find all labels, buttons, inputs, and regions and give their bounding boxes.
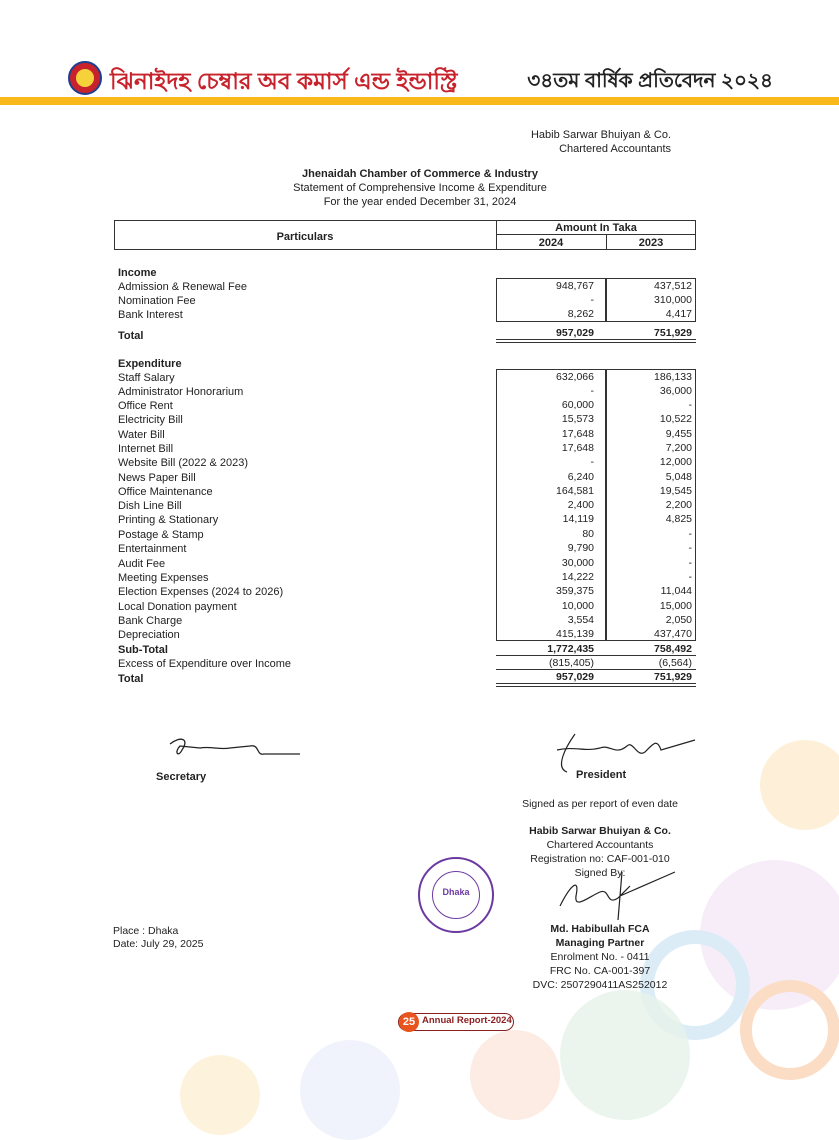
expenditure-heading: Expenditure [118, 358, 182, 370]
subtotal-2023: 758,492 [654, 643, 692, 655]
table-row-label: Water Bill [118, 429, 165, 441]
table-row-label: Election Expenses (2024 to 2026) [118, 586, 284, 598]
decor-circle [470, 1030, 560, 1120]
partner-title: Managing Partner [555, 937, 645, 949]
signed-note: Signed as per report of even date [522, 798, 678, 810]
decor-circle [300, 1040, 400, 1140]
page-footer-label: Annual Report-2024 [422, 1015, 512, 1026]
audit-firm: Habib Sarwar Bhuiyan & Co. [529, 825, 671, 837]
logo-emblem-icon [76, 69, 94, 87]
table-row-label: Electricity Bill [118, 414, 183, 426]
table-cell: 17,648 [561, 442, 594, 454]
header-rule [0, 97, 839, 105]
table-cell: 186,133 [654, 371, 692, 383]
table-cell: 359,375 [556, 585, 594, 597]
page-number: 25 [399, 1012, 419, 1032]
table-cell: 7,200 [665, 442, 692, 454]
auditor-signature [550, 866, 680, 922]
table-row-label: Local Donation payment [118, 601, 237, 613]
table-cell: 17,648 [561, 428, 594, 440]
auditor-firm: Habib Sarwar Bhuiyan & Co. [530, 129, 671, 141]
stamp-center-text: Dhaka [442, 887, 470, 897]
excess-label: Excess of Expenditure over Income [118, 658, 292, 670]
expenditure-total-2023: 751,929 [654, 671, 692, 683]
president-label: President [576, 769, 627, 781]
excess-2023: (6,564) [658, 657, 692, 669]
table-cell: 2,200 [665, 499, 692, 511]
table-row-label: Postage & Stamp [118, 529, 204, 541]
table-cell: 8,262 [567, 308, 594, 320]
date: Date: July 29, 2025 [113, 938, 204, 950]
column-year-2024: 2024 [538, 237, 564, 249]
table-cell: 36,000 [659, 385, 692, 397]
table-cell: 15,000 [659, 600, 692, 612]
decor-circle [740, 980, 839, 1080]
report-title: ৩৪তম বার্ষিক প্রতিবেদন ২০২৪ [527, 70, 773, 92]
total-rule [496, 683, 696, 684]
total-rule [496, 339, 696, 340]
table-cell: - [688, 399, 692, 411]
table-cell: 3,554 [567, 614, 594, 626]
table-row-label: Meeting Expenses [118, 572, 209, 584]
table-cell: 19,545 [659, 485, 692, 497]
expenditure-total-label: Total [118, 673, 144, 685]
table-cell: 948,767 [556, 280, 594, 292]
partner-dvc: DVC: 2507290411AS252012 [532, 979, 668, 991]
total-rule [496, 342, 696, 343]
table-cell: - [590, 385, 594, 397]
table-cell: - [688, 528, 692, 540]
table-row-label: Printing & Stationary [118, 514, 219, 526]
table-cell: 15,573 [561, 413, 594, 425]
expenditure-total-2024: 957,029 [556, 671, 594, 683]
table-row-label: Admission & Renewal Fee [118, 281, 248, 293]
table-cell: 14,222 [561, 571, 594, 583]
table-cell: 9,455 [665, 428, 692, 440]
column-amount: Amount In Taka [555, 222, 637, 234]
table-cell: 632,066 [556, 371, 594, 383]
table-cell: - [590, 294, 594, 306]
table-cell: 2,050 [665, 614, 692, 626]
table-cell: 4,417 [665, 308, 692, 320]
place: Place : Dhaka [113, 925, 179, 937]
table-row-label: Staff Salary [118, 372, 175, 384]
table-cell: 437,470 [654, 628, 692, 640]
income-total-2023: 751,929 [654, 327, 692, 339]
table-row-label: Administrator Honorarium [118, 386, 244, 398]
table-row-label: Internet Bill [118, 443, 174, 455]
audit-registration: Registration no: CAF-001-010 [530, 853, 670, 865]
org-title: ঝিনাইদহ চেম্বার অব কমার্স এন্ড ইন্ডাস্ট্রি [110, 68, 458, 94]
statement-period: For the year ended December 31, 2024 [323, 196, 517, 208]
table-cell: 11,044 [660, 585, 692, 597]
table-cell: 437,512 [654, 280, 692, 292]
table-cell: 6,240 [567, 471, 594, 483]
subtotal-label: Sub-Total [118, 644, 168, 656]
auditor-role: Chartered Accountants [559, 143, 671, 155]
table-row-label: Depreciation [118, 629, 180, 641]
table-cell: 10,522 [659, 413, 692, 425]
partner-name: Md. Habibullah FCA [550, 923, 650, 935]
excess-2024: (815,405) [549, 657, 594, 669]
table-row-label: Office Maintenance [118, 486, 213, 498]
subtotal-2024: 1,772,435 [547, 643, 594, 655]
table-cell: 310,000 [654, 294, 692, 306]
table-cell: 80 [582, 528, 594, 540]
table-cell: - [688, 571, 692, 583]
decor-circle [760, 740, 839, 830]
table-cell: 30,000 [561, 557, 594, 569]
statement-title: Statement of Comprehensive Income & Expenditure [293, 182, 547, 194]
table-cell: 5,048 [665, 471, 692, 483]
table-cell: 9,790 [567, 542, 594, 554]
table-row-label: Audit Fee [118, 558, 166, 570]
table-cell: 60,000 [561, 399, 594, 411]
table-cell: 14,119 [562, 513, 594, 525]
table-row-label: Website Bill (2022 & 2023) [118, 457, 249, 469]
table-row-label: Bank Interest [118, 309, 183, 321]
table-cell: - [590, 456, 594, 468]
audit-signed-by: Signed By: [574, 867, 626, 879]
statement-entity: Jhenaidah Chamber of Commerce & Industry [302, 168, 538, 180]
secretary-label: Secretary [156, 771, 207, 783]
decor-circle [180, 1055, 260, 1135]
table-cell: 164,581 [556, 485, 594, 497]
partner-frc: FRC No. CA-001-397 [549, 965, 651, 977]
table-row-label: Nomination Fee [118, 295, 196, 307]
total-rule [496, 686, 696, 687]
table-cell: - [688, 557, 692, 569]
partner-enrolment: Enrolment No. - 0411 [550, 951, 650, 963]
column-particulars: Particulars [276, 231, 334, 243]
table-cell: 2,400 [567, 499, 594, 511]
secretary-signature [160, 732, 310, 768]
table-cell: 4,825 [665, 513, 692, 525]
table-row-label: News Paper Bill [118, 472, 196, 484]
table-cell: 10,000 [561, 600, 594, 612]
income-total-label: Total [118, 330, 144, 342]
table-row-label: Dish Line Bill [118, 500, 182, 512]
table-cell: 12,000 [659, 456, 692, 468]
table-row-label: Office Rent [118, 400, 173, 412]
column-year-2023: 2023 [638, 237, 664, 249]
income-total-2024: 957,029 [556, 327, 594, 339]
decor-circle [560, 990, 690, 1120]
table-cell: 415,139 [556, 628, 594, 640]
table-row-label: Entertainment [118, 543, 187, 555]
table-cell: - [688, 542, 692, 554]
table-row-label: Bank Charge [118, 615, 183, 627]
income-heading: Income [118, 267, 157, 279]
audit-role: Chartered Accountants [546, 839, 654, 851]
